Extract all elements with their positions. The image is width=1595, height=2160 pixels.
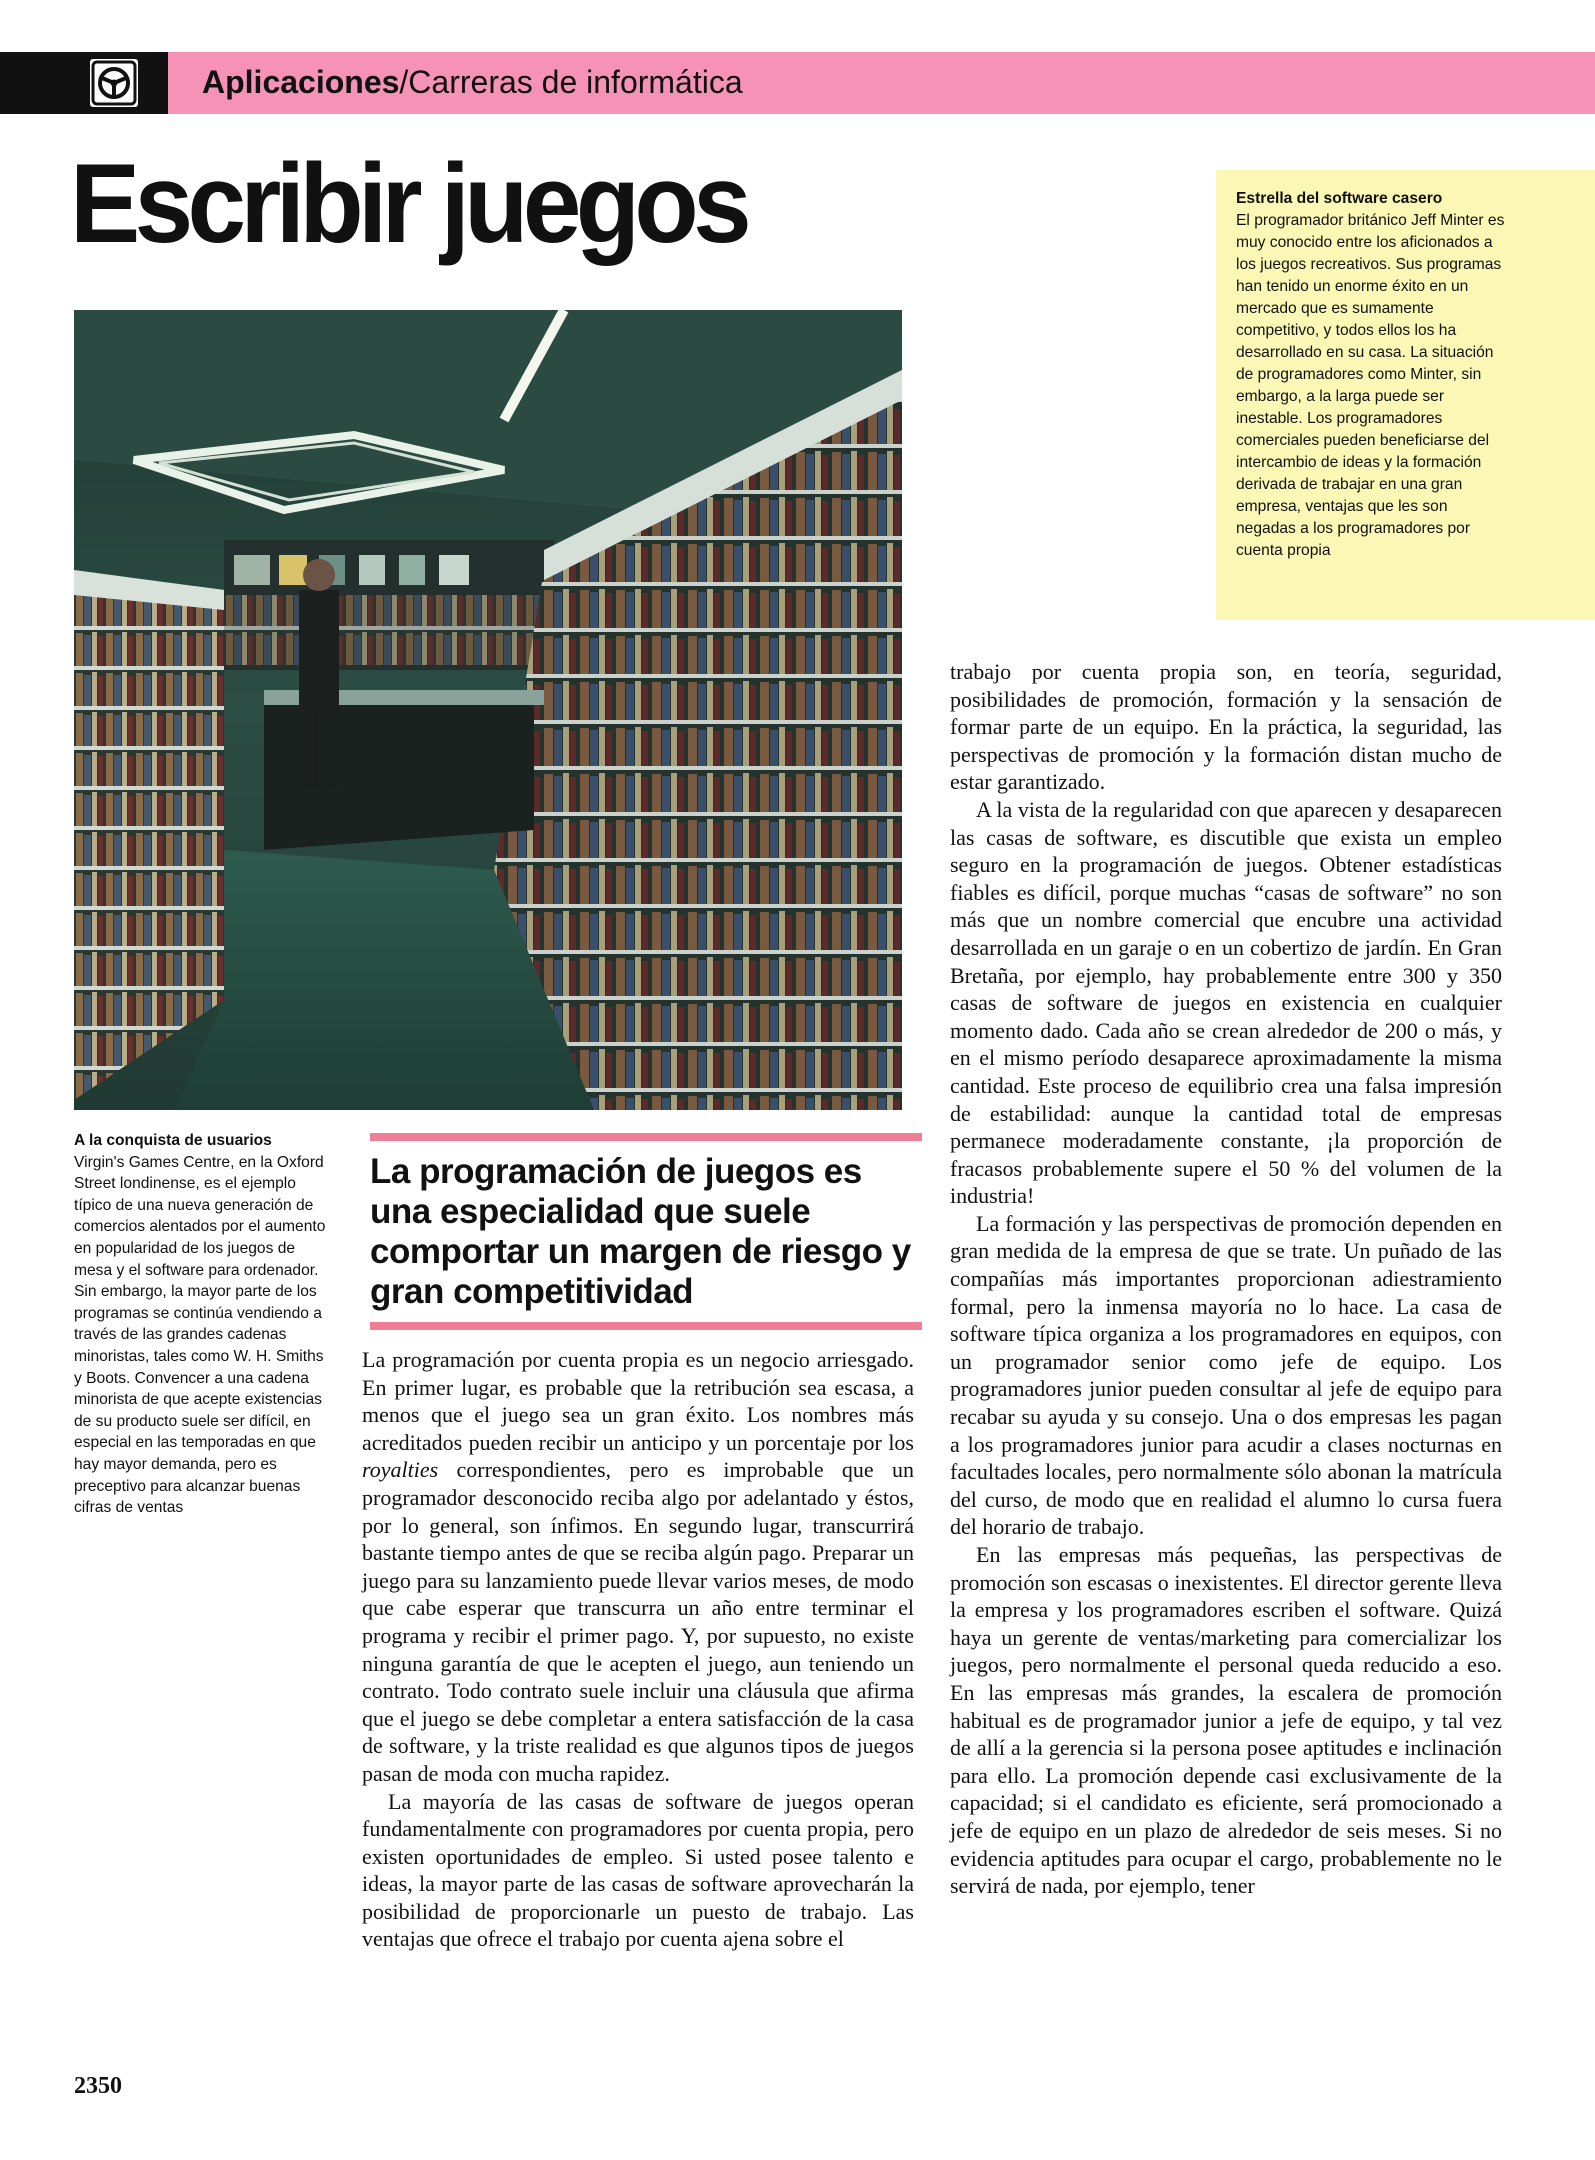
steering-wheel-icon — [90, 59, 138, 107]
sidebar-title: Estrella del software casero — [1236, 190, 1443, 207]
body-paragraph: La programación por cuenta propia es un negocio arriesgado. En primer lugar, es probable que la retribución sea escasa, a menos que el juego sea un gran éxito. Los nombres más acreditados pueden recibir un anticipo y un porcentaje por los royalties correspondientes, pero es improbable que un programador desconocido reciba algo por adelantado y éstos, por lo general, son ínfimos. En segundo lugar, transcurrirá bastante tiempo antes de que se reciba algún pago. Preparar un juego para su lanzamiento puede llevar varios meses, de modo que cabe esperar que transcurra un año entre terminar el programa y recibir el primer pago. Y, por supuesto, no existe ninguna garantía de que le acepten el juego, aun teniendo un contrato. Todo contrato suele incluir una cláusula que afirma que el juego se debe completar a entera satisfacción de la casa de software, y la triste realidad es que algunos tipos de juegos pasan de moda con mucha rapidez. — [362, 1347, 914, 1786]
subsection-name: /Carreras de informática — [399, 64, 743, 100]
body-paragraph: La mayoría de las casas de software de juegos operan fundamentalmente con programadores por cuenta propia, pero existen oportunidades de empleo. Si usted posee talento e ideas, la mayor parte de las casas de software aprovecharán la posibilidad de proporcionarle un puesto de trabajo. Las ventajas que ofrece el trabajo por cuenta ajena sobre el — [362, 1788, 914, 1952]
caption-title: A la conquista de usuarios — [74, 1132, 272, 1149]
body-paragraph: La formación y las perspectivas de promoción dependen en gran medida de la empresa de que se trate. Un puñado de las compañías más importantes proporcionan adiestramiento formal, pero la inmensa mayoría no lo hace. La casa de software típica organiza a los programadores en equipos, con un programador senior como jefe de equipo. Los programadores junior pueden consultar al jefe de equipo para recabar su ayuda y su consejo. Una o dos empresas les pagan a los programadores junior para acudir a clases nocturnas en facultades locales, pero normalmente sólo abonan la matrícula del curso, de modo que en realidad el alumno lo cursa fuera del horario de trabajo. — [950, 1210, 1502, 1540]
header-black-block — [0, 52, 168, 114]
section-name: Aplicaciones — [202, 64, 400, 100]
sidebar-content — [1236, 188, 1506, 562]
body-column-2 — [950, 658, 1502, 1900]
store-photo — [74, 310, 902, 1110]
body-paragraph: trabajo por cuenta propia son, en teoría, seguridad, posibilidades de promoción, formación y la sensación de formar parte de un equipo. En la práctica, la seguridad, las perspectivas de promoción y la formación distan mucho de estar garantizado. — [950, 659, 1502, 795]
sidebar-box — [1216, 170, 1595, 620]
pullquote: La programación de juegos es una especialidad que suele comportar un margen de riesgo y gran competitividad — [370, 1152, 911, 1311]
body-column-1 — [362, 1346, 914, 1953]
sidebar-text: El programador británico Jeff Minter es muy conocido entre los aficionados a los juegos recreativos. Sus programas han tenido un enorme éxito en un mercado que es sumamente competitivo, y todos ellos los ha desarrollado en su casa. La situación de programadores como Minter, sin embargo, a la larga puede ser inestable. Los programadores comerciales pueden beneficiarse del intercambio de ideas y la formación derivada de trabajar en una gran empresa, ventajas que les son negadas a los programadores por cuenta propia — [1236, 212, 1505, 559]
body-paragraph: A la vista de la regularidad con que aparecen y desaparecen las casas de software, es discutible que exista un empleo seguro en la programación de juegos. Obtener estadísticas fiables es difícil, porque muchas “casas de software” no son más que un nombre comercial que encubre una actividad desarrollada en un garaje o en un cobertizo de jardín. En Gran Bretaña, por ejemplo, hay probablemente entre 300 y 350 casas de software de juegos en existencia en cualquier momento dado. Cada año se crean alrededor de 200 o más, y en el mismo período desaparece aproximadamente la misma cantidad. Este proceso de equilibrio crea una falsa impresión de estabilidad: aunque la cantidad total de empresas permanece moderadamente constante, ¡la proporción de fracasos probablemente supere el 50 % del volumen de la industria! — [950, 796, 1502, 1209]
pullquote-rule-top — [370, 1133, 922, 1141]
caption-text: Virgin's Games Centre, en la Oxford Street londinense, es el ejemplo típico de una nueva generación de comercios alentados por el aumento en popularidad de los juegos de mesa y el software para ordenador. Sin embargo, la mayor parte de los programas se continúa vendiendo a través de las grandes cadenas minoristas, tales como W. H. Smiths y Boots. Convencer a una cadena minorista de que acepte existencias de su producto suele ser difícil, en especial en las temporadas en que hay mayor demanda, pero es preceptivo para alcanzar buenas cifras de ventas — [74, 1153, 326, 1517]
photo-caption — [74, 1130, 332, 1519]
body-paragraph: En las empresas más pequeñas, las perspectivas de promoción son escasas o inexistentes. El director gerente lleva la empresa y los programadores escriben el software. Quizá haya un gerente de ventas/marketing para comercializar los juegos, pero normalmente el personal queda reducido a eso. En las empresas más grandes, la escalera de promoción habitual es de programador junior a jefe de equipo, y tal vez de allí a la gerencia si la persona posee aptitudes e inclinación para ello. La promoción depende casi exclusivamente de la capacidad; si el candidato es eficiente, será promocionado a jefe de equipo en un plazo de alrededor de seis meses. Si no evidencia aptitudes para ocupar el cargo, probablemente no le servirá de nada, por ejemplo, tener — [950, 1542, 1502, 1899]
page-number: 2350 — [74, 2073, 122, 2099]
pullquote-rule-bottom — [370, 1322, 922, 1330]
page-title: Escribir juegos — [70, 141, 747, 266]
section-breadcrumb — [202, 64, 743, 101]
